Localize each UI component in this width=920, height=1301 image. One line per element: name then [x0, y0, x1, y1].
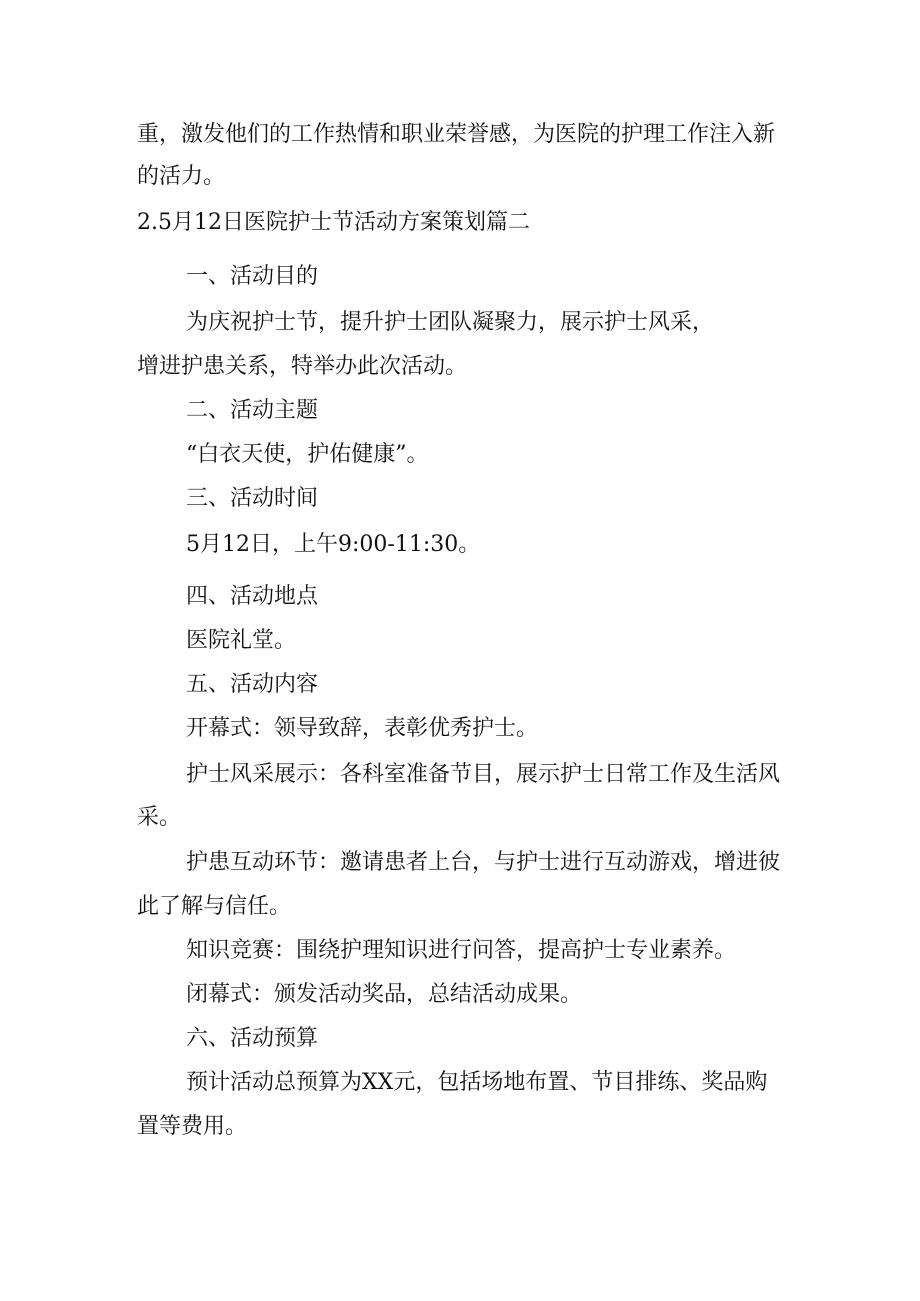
subsection-heading: 六、活动预算	[186, 1026, 319, 1051]
paragraph-line: 知识竞赛：围绕护理知识进行问答，提高护士专业素养。	[186, 938, 737, 963]
subsection-heading: 四、活动地点	[186, 584, 319, 609]
paragraph-line: 重，激发他们的工作热情和职业荣誉感，为医院的护理工作注入新	[137, 122, 776, 147]
paragraph-line: 增进护患关系，特举办此次活动。	[137, 354, 468, 379]
paragraph-line: 医院礼堂。	[186, 628, 297, 653]
section-heading: 2.5月12日医院护士节活动方案策划篇二	[137, 210, 530, 235]
paragraph-line: 闭幕式：颁发活动奖品，总结活动成果。	[186, 982, 583, 1007]
paragraph-line: 预计活动总预算为XX元，包括场地布置、节目排练、奖品购	[186, 1070, 768, 1095]
paragraph-line: “白衣天使，护佑健康”。	[186, 442, 429, 467]
paragraph-line: 的活力。	[137, 164, 226, 189]
paragraph-line: 护患互动环节：邀请患者上台，与护士进行互动游戏，增进彼	[186, 850, 781, 875]
paragraph-line: 为庆祝护士节，提升护士团队凝聚力，展示护士风采，	[186, 310, 715, 335]
subsection-heading: 三、活动时间	[186, 486, 319, 511]
paragraph-line: 此了解与信任。	[137, 894, 292, 919]
subsection-heading: 二、活动主题	[186, 398, 319, 423]
paragraph-line: 护士风采展示：各科室准备节目，展示护士日常工作及生活风	[186, 762, 781, 787]
subsection-heading: 一、活动目的	[186, 264, 319, 289]
paragraph-line: 5月12日，上午9:00-11:30。	[186, 532, 481, 557]
paragraph-line: 采。	[137, 805, 182, 830]
paragraph-line: 开幕式：领导致辞，表彰优秀护士。	[186, 716, 539, 741]
paragraph-line: 置等费用。	[137, 1114, 248, 1139]
subsection-heading: 五、活动内容	[186, 672, 319, 697]
